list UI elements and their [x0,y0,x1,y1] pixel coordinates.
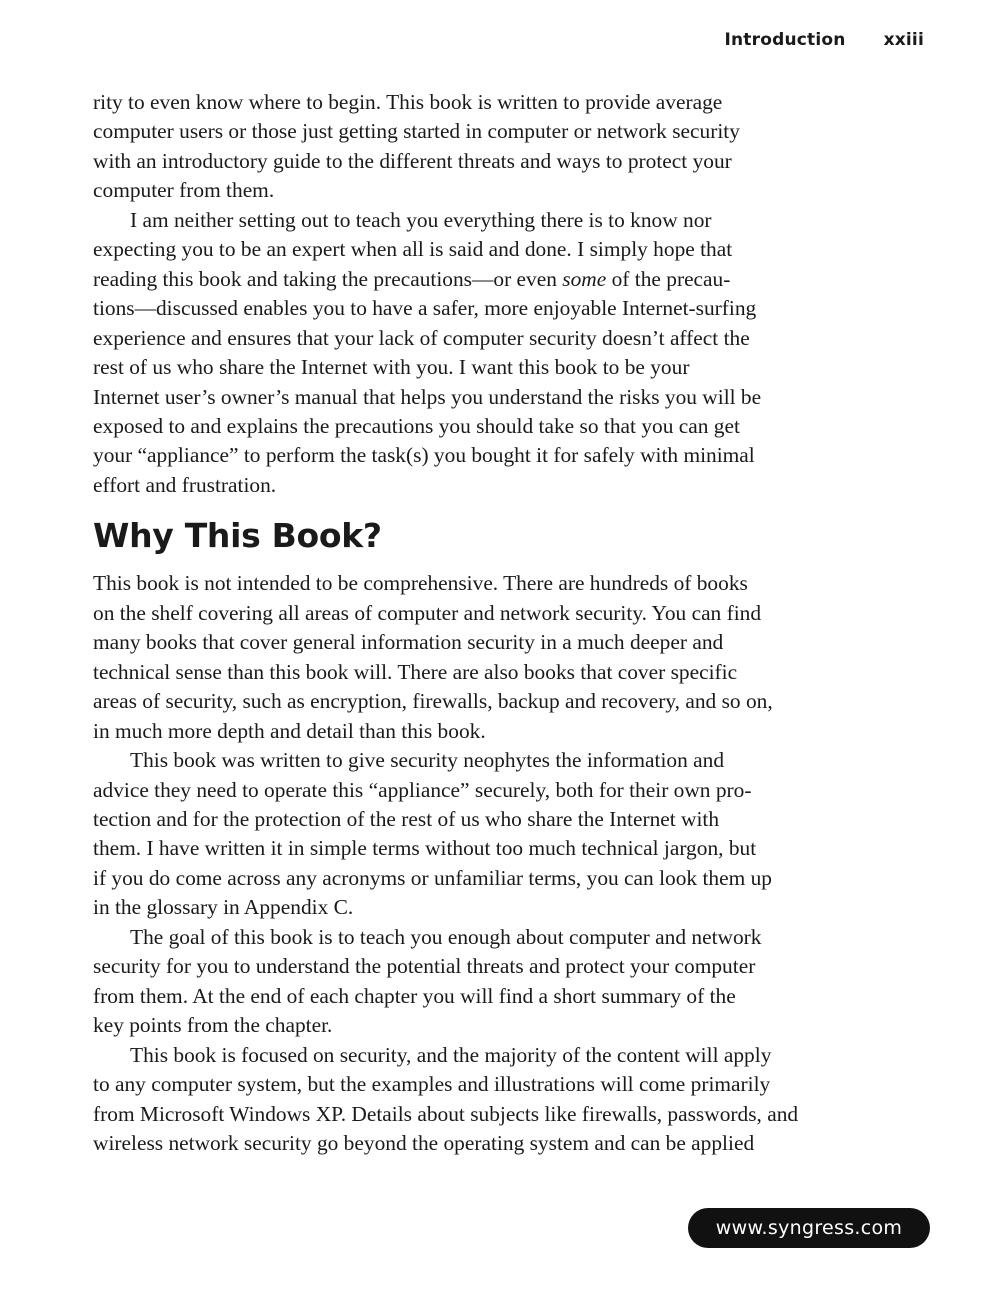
section-heading: Why This Book? [93,516,382,556]
text-line: technical sense than this book will. There are also books that cover specific [93,659,738,684]
text-line: to any computer system, but the examples and illustrations will come primarily [93,1072,771,1097]
text-run: reading this book and taking the precautions—or even [93,266,563,291]
text-run: of the precau- [606,266,731,291]
text-line: many books that cover general information security in a much deeper and [93,630,724,655]
text-line: in the glossary in Appendix C. [93,895,354,920]
text-line: experience and ensures that your lack of computer security doesn’t affect the [93,325,750,350]
page-number: xxiii [883,30,924,50]
text-line: if you do come across any acronyms or unfamiliar terms, you can look them up [93,865,772,890]
text-line: from them. At the end of each chapter you will find a short summary of the [93,983,736,1008]
text-line: effort and frustration. [93,472,277,497]
text-line: Internet user’s owner’s manual that helps you understand the risks you will be [93,384,762,409]
publisher-url-badge[interactable]: www.syngress.com [688,1208,930,1248]
text-line: them. I have written it in simple terms without too much technical jargon, but [93,836,757,861]
text-line: computer users or those just getting started in computer or network security [93,119,740,144]
text-line: This book was written to give security neophytes the information and [130,748,725,773]
paragraph-purpose [93,206,873,501]
text-line: key points from the chapter. [93,1013,333,1038]
text-line: with an introductory guide to the different threats and ways to protect your [93,148,732,173]
text-line: from Microsoft Windows XP. Details about subjects like firewalls, passwords, and [93,1101,799,1126]
emphasized-word: some [562,266,607,291]
text-line: on the shelf covering all areas of computer and network security. You can find [93,600,762,625]
text-line: tions—discussed enables you to have a safer, more enjoyable Internet-surfing [93,296,757,321]
paragraph-continuation [93,88,873,206]
text-line: rity to even know where to begin. This book is written to provide average [93,90,723,114]
text-line: in much more depth and detail than this book. [93,718,486,743]
text-line: security for you to understand the potential threats and protect your computer [93,954,756,979]
text-line: tection and for the protection of the rest of us who share the Internet with [93,806,720,831]
section-title: Introduction [724,30,846,50]
text-line: This book is focused on security, and the majority of the content will apply [130,1042,772,1067]
text-line: your “appliance” to perform the task(s) you bought it for safely with minimal [93,443,755,468]
text-line: The goal of this book is to teach you enough about computer and network [130,924,762,949]
paragraph-focus [93,1041,873,1159]
text-line: This book is not intended to be comprehensive. There are hundreds of books [93,571,748,596]
page-body [93,88,873,1158]
paragraph-goal [93,923,873,1041]
text-line: advice they need to operate this “appliance” securely, both for their own pro- [93,777,752,802]
text-line: areas of security, such as encryption, firewalls, backup and recovery, and so on, [93,689,773,714]
text-line: I am neither setting out to teach you everything there is to know nor [130,207,712,232]
text-line: wireless network security go beyond the operating system and can be applied [93,1130,755,1155]
paragraph-audience [93,746,873,923]
text-line-with-emphasis [93,265,873,294]
text-line: exposed to and explains the precautions you should take so that you can get [93,413,740,438]
text-line: expecting you to be an expert when all is said and done. I simply hope that [93,237,733,262]
paragraph-scope [93,569,873,746]
text-line: computer from them. [93,178,275,203]
running-head [724,30,924,50]
text-line: rest of us who share the Internet with you. I want this book to be your [93,355,690,380]
